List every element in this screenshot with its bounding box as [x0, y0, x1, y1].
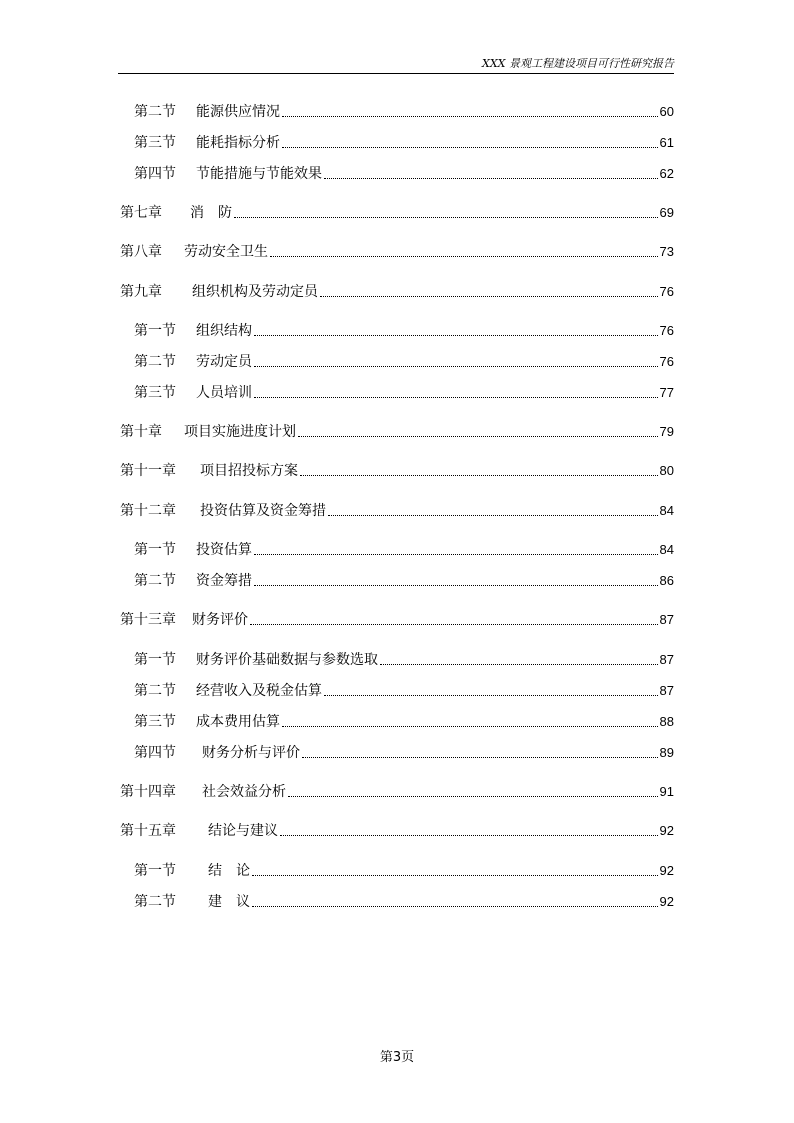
toc-entry[interactable] — [134, 710, 674, 732]
toc-entry-number: 第三节 — [134, 135, 176, 151]
toc-entry-title: 人员培训 — [196, 385, 252, 401]
toc-dot-leader — [270, 255, 658, 257]
toc-entry[interactable] — [120, 201, 674, 223]
toc-entry-title: 劳动安全卫生 — [184, 244, 268, 260]
toc-entry-page: 77 — [659, 385, 674, 400]
toc-entry-number: 第一节 — [134, 652, 176, 668]
toc-entry-title: 项目实施进度计划 — [184, 424, 296, 440]
toc-entry-number: 第一节 — [134, 863, 176, 879]
toc-entry-title: 结论与建议 — [208, 823, 278, 839]
toc-entry[interactable] — [120, 420, 674, 442]
toc-entry-title: 投资估算 — [196, 542, 252, 558]
toc-entry-page: 92 — [659, 823, 674, 838]
toc-entry-title: 社会效益分析 — [202, 784, 286, 800]
toc-entry[interactable] — [120, 608, 674, 630]
toc-entry[interactable] — [120, 459, 674, 481]
toc-entry[interactable] — [134, 859, 674, 881]
toc-entry-number: 第三节 — [134, 385, 176, 401]
toc-entry-page: 69 — [659, 205, 674, 220]
toc-entry-title: 组织机构及劳动定员 — [192, 284, 318, 300]
toc-dot-leader — [282, 146, 658, 148]
toc-entry[interactable] — [120, 499, 674, 521]
toc-entry-page: 88 — [659, 714, 674, 729]
toc-entry-page: 80 — [659, 463, 674, 478]
toc-entry-page: 91 — [659, 784, 674, 799]
toc-dot-leader — [254, 396, 658, 398]
toc-entry-page: 87 — [659, 683, 674, 698]
toc-entry-title: 经营收入及税金估算 — [196, 683, 322, 699]
toc-entry[interactable] — [134, 162, 674, 184]
toc-entry-page: 76 — [659, 354, 674, 369]
toc-entry-number: 第二节 — [134, 104, 176, 120]
toc-entry-page: 84 — [659, 503, 674, 518]
toc-entry-title: 劳动定员 — [196, 354, 252, 370]
toc-dot-leader — [380, 663, 658, 665]
toc-dot-leader — [328, 514, 658, 516]
toc-dot-leader — [254, 553, 658, 555]
toc-dot-leader — [324, 694, 658, 696]
toc-entry-number: 第四节 — [134, 166, 176, 182]
toc-entry-number: 第七章 — [120, 205, 162, 221]
toc-dot-leader — [234, 216, 658, 218]
toc-dot-leader — [250, 623, 658, 625]
toc-entry[interactable] — [134, 890, 674, 912]
toc-entry-number: 第十章 — [120, 424, 162, 440]
toc-dot-leader — [288, 795, 658, 797]
toc-dot-leader — [282, 115, 658, 117]
toc-entry[interactable] — [134, 319, 674, 341]
toc-entry[interactable] — [134, 131, 674, 153]
toc-entry-page: 62 — [659, 166, 674, 181]
toc-entry-number: 第十一章 — [120, 463, 176, 479]
toc-entry[interactable] — [120, 240, 674, 262]
toc-entry-page: 61 — [659, 135, 674, 150]
toc-entry-number: 第十三章 — [120, 612, 176, 628]
toc-dot-leader — [254, 334, 658, 336]
toc-entry[interactable] — [134, 741, 674, 763]
toc-entry-page: 86 — [659, 573, 674, 588]
toc-entry[interactable] — [120, 780, 674, 802]
toc-entry-title: 财务评价基础数据与参数选取 — [196, 652, 378, 668]
toc-dot-leader — [252, 874, 658, 876]
toc-entry-title: 投资估算及资金筹措 — [200, 503, 326, 519]
toc-entry-number: 第一节 — [134, 542, 176, 558]
toc-dot-leader — [298, 435, 658, 437]
toc-entry[interactable] — [134, 569, 674, 591]
toc-entry-number: 第十二章 — [120, 503, 176, 519]
toc-entry-title: 财务评价 — [192, 612, 248, 628]
toc-entry-number: 第三节 — [134, 714, 176, 730]
toc-entry-title: 能源供应情况 — [196, 104, 280, 120]
toc-entry-title: 节能措施与节能效果 — [196, 166, 322, 182]
toc-entry-title: 组织结构 — [196, 323, 252, 339]
toc-entry-number: 第九章 — [120, 284, 162, 300]
toc-dot-leader — [252, 905, 658, 907]
toc-entry-title: 消 防 — [190, 205, 232, 221]
toc-entry-number: 第八章 — [120, 244, 162, 260]
toc-dot-leader — [300, 474, 658, 476]
toc-entry-title: 成本费用估算 — [196, 714, 280, 730]
toc-entry[interactable] — [120, 280, 674, 302]
toc-entry-page: 76 — [659, 284, 674, 299]
toc-entry-page: 76 — [659, 323, 674, 338]
toc-entry-number: 第二节 — [134, 354, 176, 370]
toc-entry-page: 92 — [659, 894, 674, 909]
toc-dot-leader — [254, 365, 658, 367]
toc-entry-number: 第二节 — [134, 573, 176, 589]
toc-entry-number: 第二节 — [134, 894, 176, 910]
toc-entry[interactable] — [134, 100, 674, 122]
toc-entry-title: 财务分析与评价 — [202, 745, 300, 761]
page-number: 第3页 — [379, 1050, 415, 1065]
toc-entry-title: 资金筹措 — [196, 573, 252, 589]
toc-entry-page: 79 — [659, 424, 674, 439]
toc-entry-title: 结 论 — [208, 863, 250, 879]
toc-entry-title: 能耗指标分析 — [196, 135, 280, 151]
toc-entry-page: 84 — [659, 542, 674, 557]
header-title: XXX 景观工程建设项目可行性研究报告 — [482, 57, 674, 70]
toc-entry-page: 87 — [659, 612, 674, 627]
toc-entry-page: 60 — [659, 104, 674, 119]
toc-dot-leader — [280, 834, 658, 836]
page-footer — [0, 1046, 794, 1065]
toc-entry[interactable] — [134, 538, 674, 560]
toc-entry-page: 73 — [659, 244, 674, 259]
toc-entry-number: 第四节 — [134, 745, 176, 761]
toc-entry[interactable] — [134, 648, 674, 670]
toc-entry-page: 89 — [659, 745, 674, 760]
toc-entry-number: 第十五章 — [120, 823, 176, 839]
toc-entry-title: 建 议 — [208, 894, 250, 910]
toc-dot-leader — [282, 725, 658, 727]
toc-entry-number: 第十四章 — [120, 784, 176, 800]
toc-entry[interactable] — [134, 350, 674, 372]
toc-dot-leader — [320, 295, 658, 297]
toc-entry[interactable] — [134, 381, 674, 403]
toc-dot-leader — [324, 177, 658, 179]
toc-dot-leader — [254, 584, 658, 586]
toc-dot-leader — [302, 756, 658, 758]
toc-entry-page: 92 — [659, 863, 674, 878]
toc-entry-number: 第一节 — [134, 323, 176, 339]
toc-entry[interactable] — [120, 819, 674, 841]
toc-entry[interactable] — [134, 679, 674, 701]
toc-entry-page: 87 — [659, 652, 674, 667]
toc-entry-title: 项目招投标方案 — [200, 463, 298, 479]
toc-entry-number: 第二节 — [134, 683, 176, 699]
